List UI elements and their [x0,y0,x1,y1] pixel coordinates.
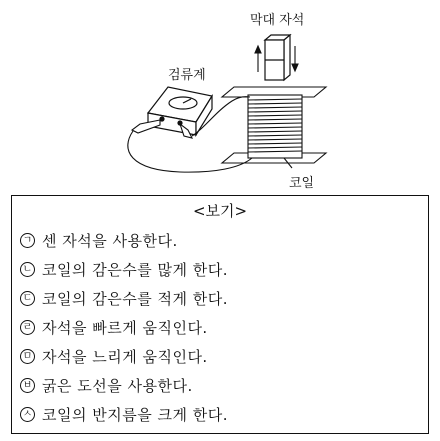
option-item [20,288,228,309]
option-item [20,259,228,280]
option-text: 자석을 빠르게 움직인다. [42,319,208,337]
option-item [20,346,208,367]
option-text: 자석을 느리게 움직인다. [42,348,208,366]
option-text: 코일의 감은수를 적게 한다. [42,290,228,308]
galvanometer-label: 검류계 [168,68,206,83]
option-mark: ㅅ [20,407,35,422]
coil [222,87,326,168]
bar-magnet [265,35,290,80]
options-box-title: <보기> [192,202,248,220]
experiment-diagram [0,0,440,190]
coil-label: 코일 [289,176,315,191]
option-mark: ㄱ [20,233,35,248]
option-item [20,317,208,338]
induction-figure [0,0,440,190]
option-mark: ㄷ [20,291,35,306]
option-mark: ㄹ [20,320,35,335]
option-mark: ㅂ [20,378,35,393]
magnet-label: 막대 자석 [250,13,305,28]
option-mark: ㅁ [20,349,35,364]
option-text: 코일의 감은수를 많게 한다. [42,261,228,279]
options-box [11,195,429,434]
option-item [20,404,228,425]
option-item [20,230,178,251]
option-text: 코일의 반지름을 크게 한다. [42,406,228,424]
option-item [20,375,193,396]
option-text: 센 자석을 사용한다. [42,232,178,250]
option-mark: ㄴ [20,262,35,277]
option-text: 굵은 도선을 사용한다. [42,377,193,395]
